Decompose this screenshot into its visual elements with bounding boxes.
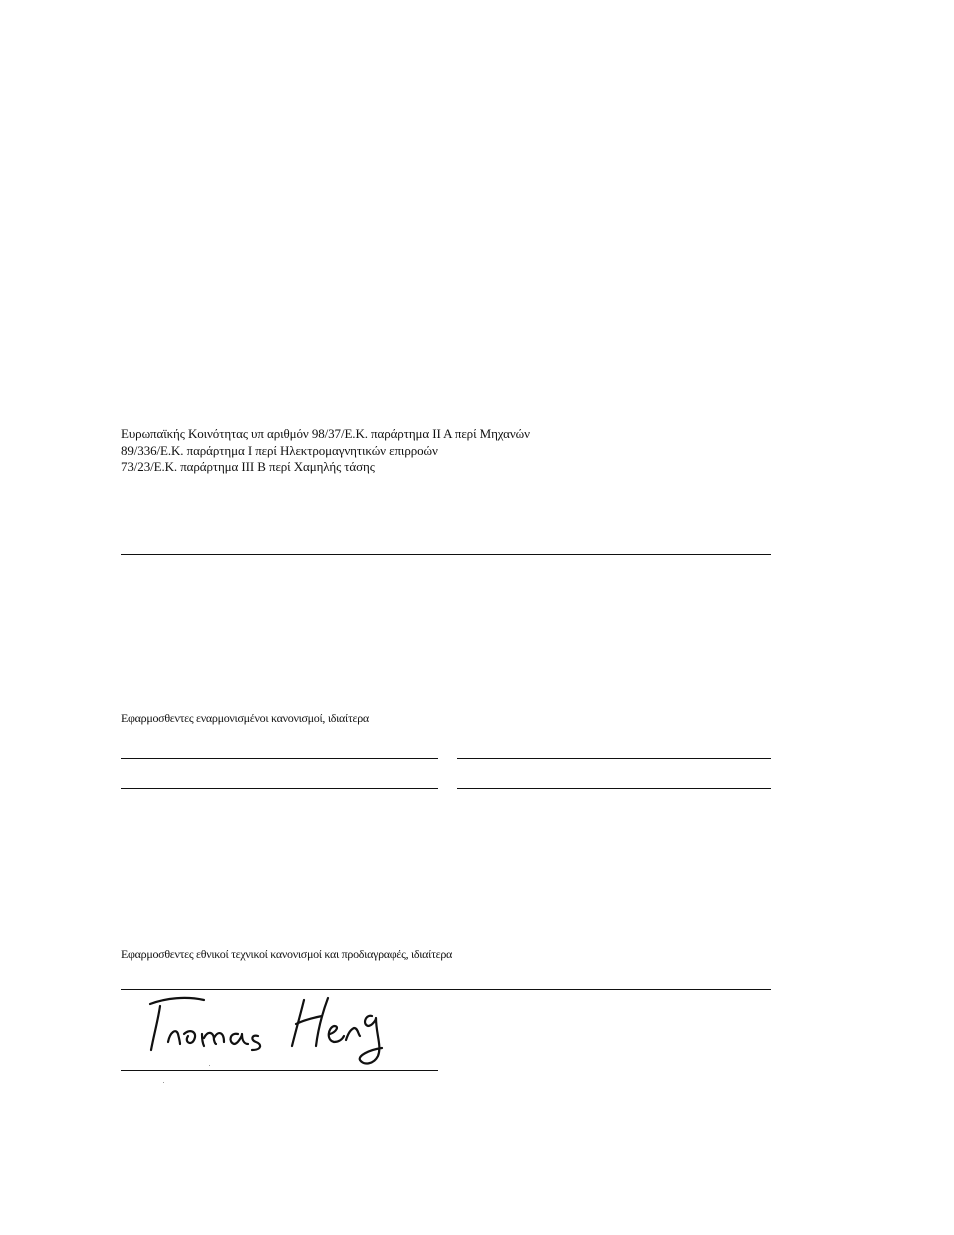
blank-line-directives — [121, 554, 771, 555]
handwritten-signature — [146, 994, 386, 1070]
directive-emc: 89/336/Ε.Κ. παράρτημα I περί Ηλεκτρομαγνητικών επιρροών — [121, 442, 438, 458]
signature-line — [121, 1070, 438, 1071]
blank-line-standards-right-2 — [457, 788, 771, 789]
directive-machinery: Ευρωπαϊκής Κοινότητας υπ αριθμόν 98/37/Ε.Κ. παράρτημα II A περί Μηχανών — [121, 426, 530, 441]
signature-dot-2 — [163, 1082, 164, 1083]
directive-low-voltage: 73/23/Ε.Κ. παράρτημα III B περί Χαμηλής τάσης — [121, 459, 375, 474]
harmonized-standards-heading: Εφαρμοσθεντες εναρμονισμένοι κανονισμοί, ιδιαίτερα — [121, 711, 369, 725]
blank-line-standards-left-2 — [121, 788, 438, 789]
directive-references — [121, 426, 530, 476]
blank-line-national — [121, 989, 771, 990]
signature-dot-1 — [209, 1065, 210, 1066]
national-standards-heading: Εφαρμοσθεντες εθνικοί τεχνικοί κανονισμοί και προδιαγραφές, ιδιαίτερα — [121, 947, 453, 961]
blank-line-standards-right-1 — [457, 758, 771, 759]
blank-line-standards-left-1 — [121, 758, 438, 759]
